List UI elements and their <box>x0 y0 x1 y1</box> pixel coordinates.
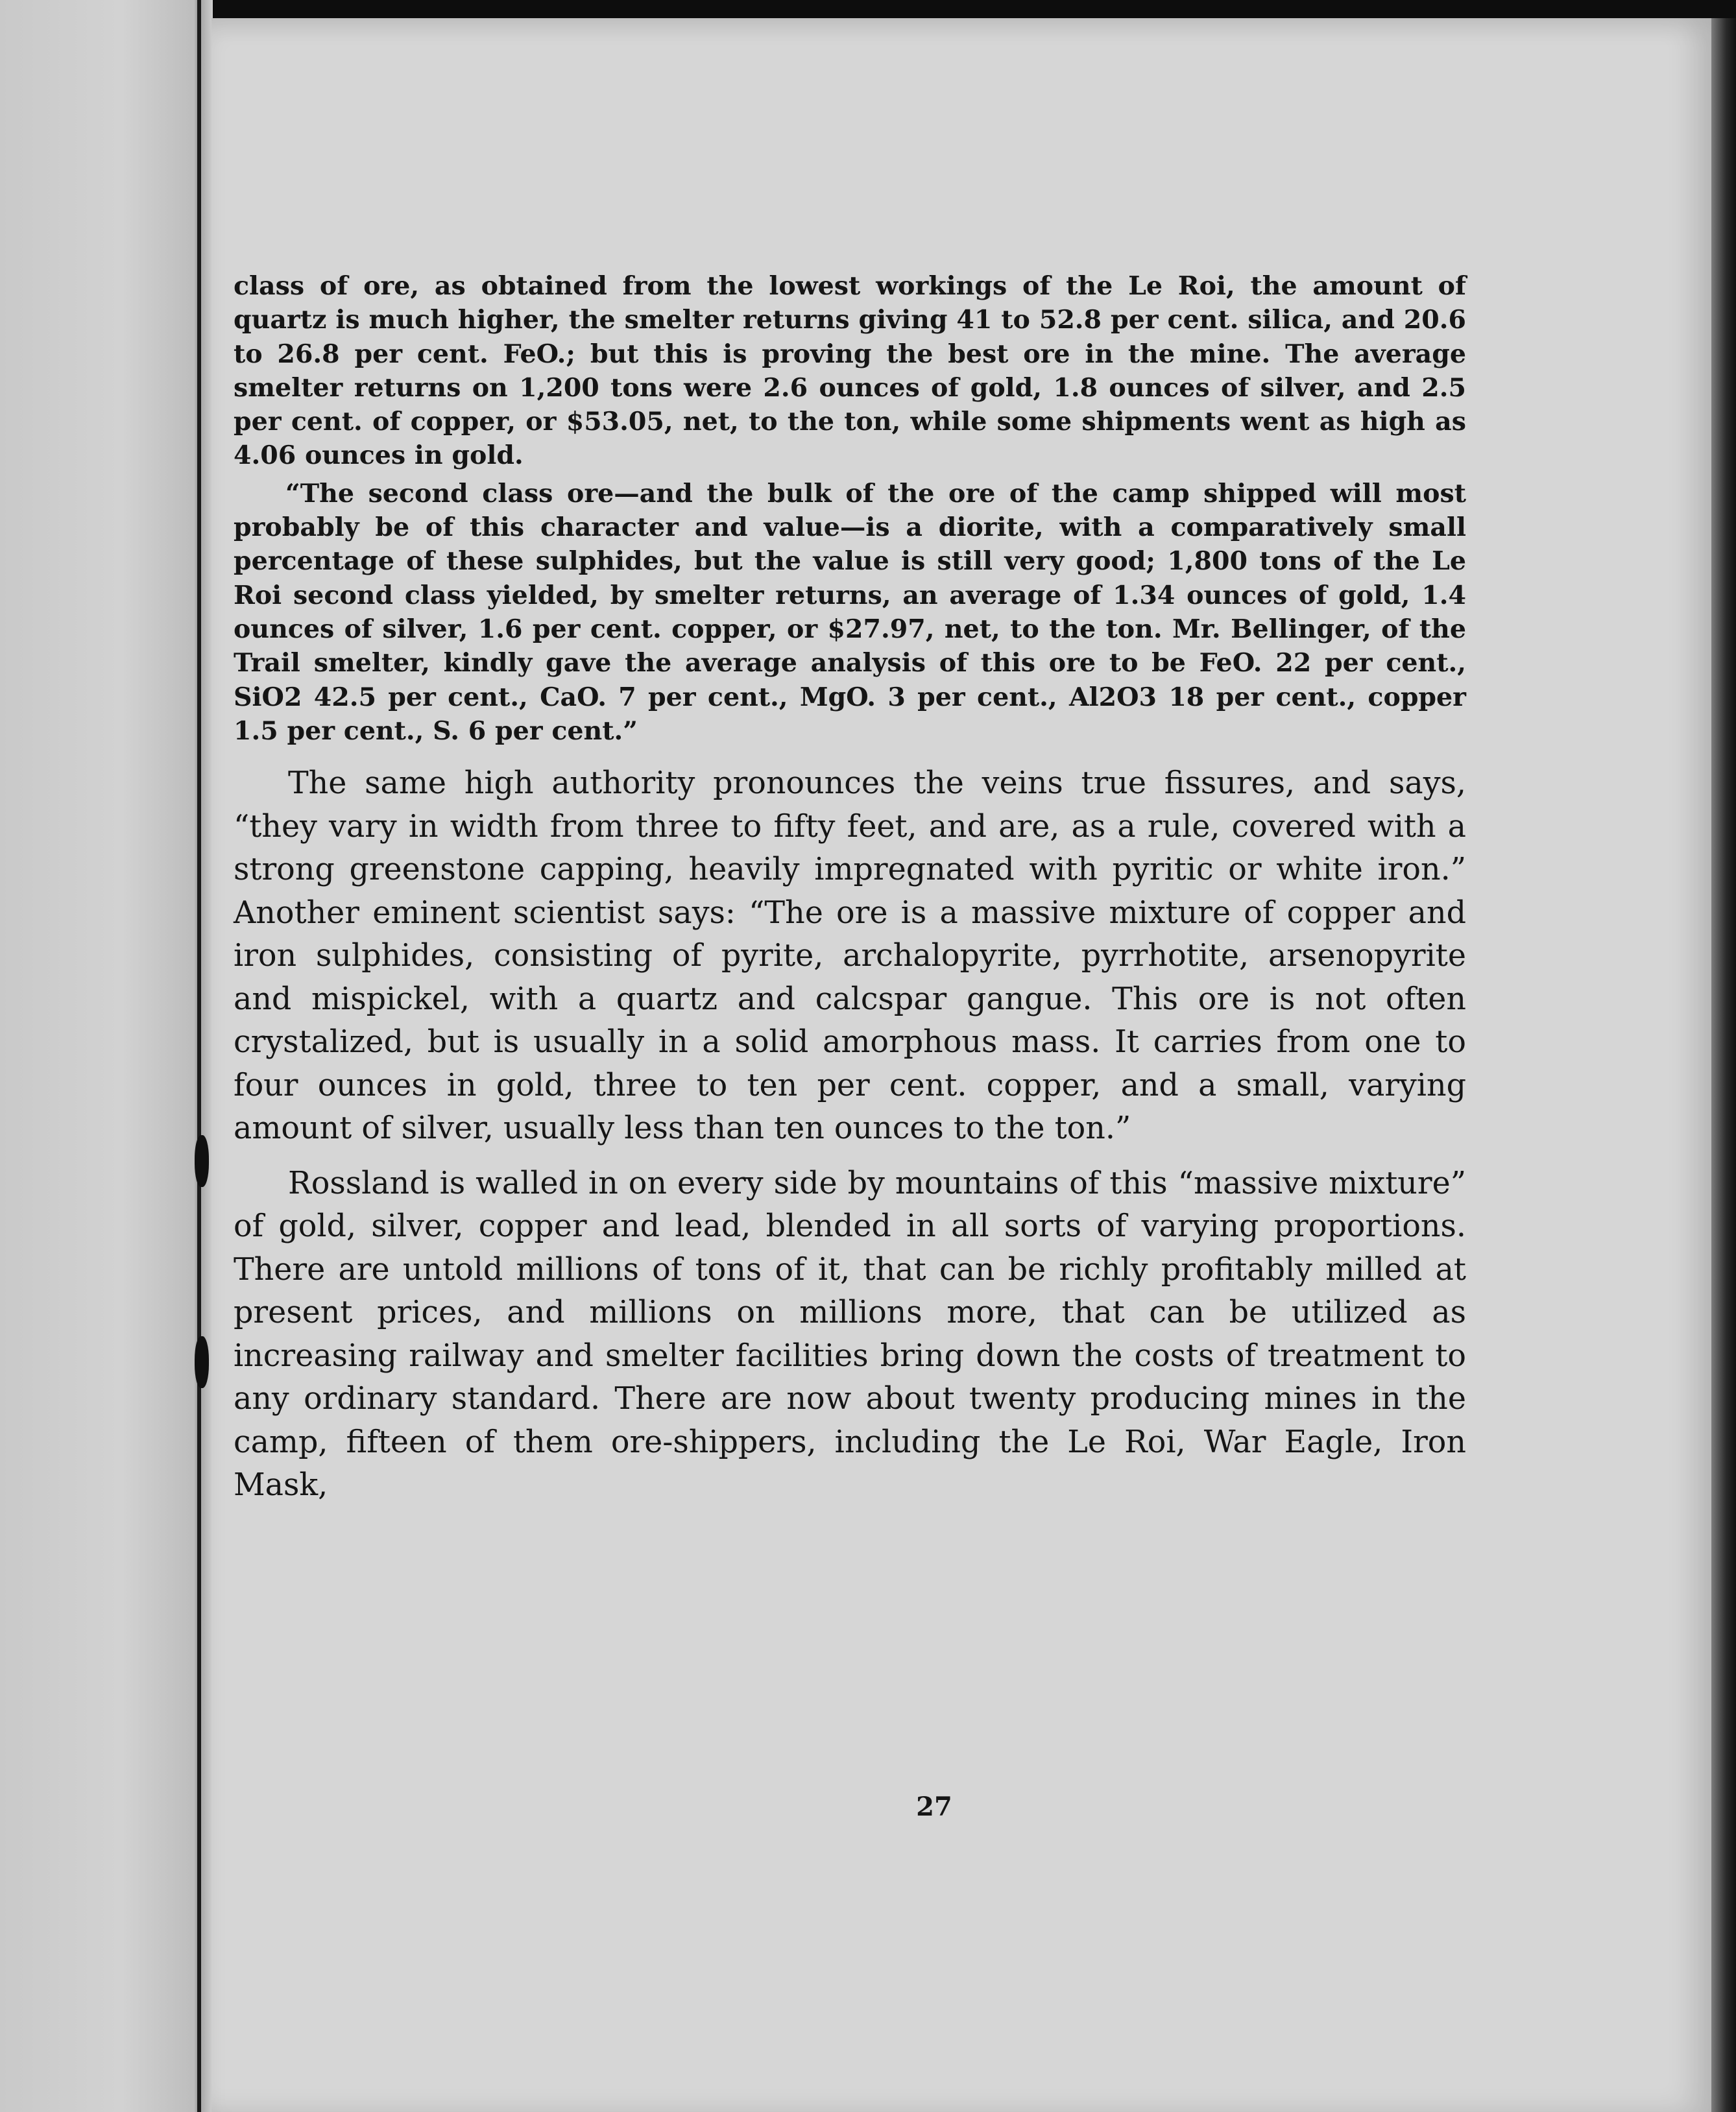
binding-clip-mark <box>195 1135 209 1187</box>
body-paragraph: Rossland is walled in on every side by mountains of this “massive mixture” of gold, silver, copper and lead, blended in all sorts of varying proportions. There are untold millions of tons of it, that can be richly profitably milled at present prices, and millions on millions more, that can be utilized as increasing railway and smelter facilities bring down the costs of treatment to any ordinary standard. There are now about twenty producing mines in the camp, fifteen of them ore-shippers, including the Le Roi, War Eagle, Iron Mask, <box>234 1165 1466 1504</box>
quoted-paragraph: class of ore, as obtained from the lowest workings of the Le Roi, the amount of quartz is much higher, the smelter returns giving 41 to 52.8 per cent. silica, and 20.6 to 26.8 per cent. FeO.; but this is proving the best ore in the mine. The average smelter returns on 1,200 tons were 2.6 ounces of gold, 1.8 ounces of silver, and 2.5 per cent. of copper, or $53.05, net, to the ton, while some shipments went as high as 4.06 ounces in gold. <box>234 271 1466 471</box>
previous-page-edge <box>0 0 202 2112</box>
page-right-edge <box>1711 18 1736 2112</box>
page-text <box>234 269 1466 1507</box>
body-paragraph: The same high authority pronounces the veins true fissures, and says, “they vary in width from three to fifty feet, and are, as a rule, covered with a strong greenstone capping, heavily impregnated with pyritic or white iron.” Another eminent scientist says: “The ore is a massive mixture of copper and iron sulphides, consisting of pyrite, archalopyrite, pyrrhotite, arsenopyrite and mispickel, with a quartz and calcspar gangue. This ore is not often crystalized, but is usually in a solid amorphous mass. It carries from one to four ounces in gold, three to ten per cent. copper, and a small, varying amount of silver, usually less than ten ounces to the ton.” <box>234 765 1466 1147</box>
quoted-paragraph: “The second class ore—and the bulk of the ore of the camp shipped will most probably be of this character and value—is a diorite, with a comparatively small percentage of these sulphides, but the value is still very good; 1,800 tons of the Le Roi second class yielded, by smelter returns, an average of 1.34 ounces of gold, 1.4 ounces of silver, 1.6 per cent. copper, or $27.97, net, to the ton. Mr. Bellinger, of the Trail smelter, kindly gave the average analysis of this ore to be FeO. 22 per cent., SiO2 42.5 per cent., CaO. 7 per cent., MgO. 3 per cent., Al2O3 18 per cent., copper 1.5 per cent., S. 6 per cent.” <box>234 478 1466 746</box>
binding-clip-mark <box>195 1336 209 1388</box>
page-number: 27 <box>916 1792 952 1822</box>
